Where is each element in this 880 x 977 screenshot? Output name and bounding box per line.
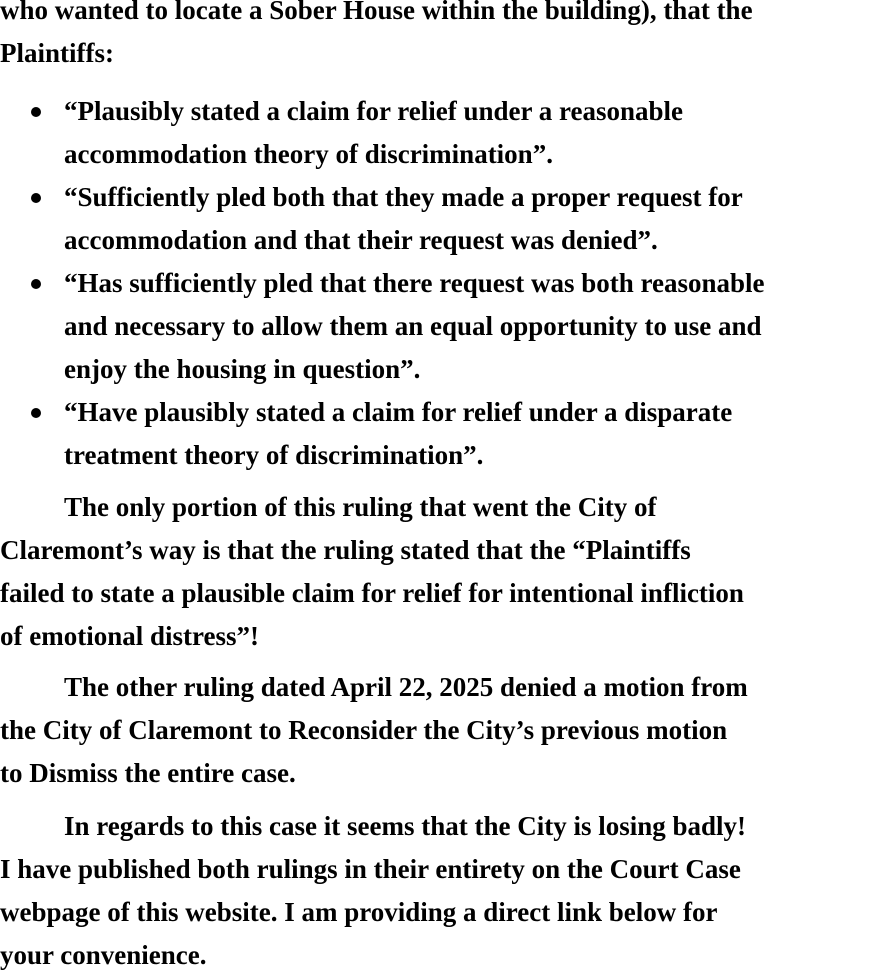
text-line: The only portion of this ruling that went the City of <box>64 492 657 522</box>
text-line: In regards to this case it seems that the City is losing badly! <box>64 811 747 841</box>
list-item <box>0 90 765 176</box>
text-line: accommodation and that their request was denied”. <box>64 225 658 255</box>
text-line: The other ruling dated April 22, 2025 denied a motion from <box>64 672 748 702</box>
conclusion-paragraph <box>0 805 746 977</box>
text-line: failed to state a plausible claim for relief for intentional infliction <box>0 578 744 608</box>
text-line: “Has sufficiently pled that there request was both reasonable <box>64 268 765 298</box>
text-line: who wanted to locate a Sober House within the building), that the <box>0 0 753 25</box>
text-line: the City of Claremont to Reconsider the City’s previous motion <box>0 715 728 745</box>
text-line: to Dismiss the entire case. <box>0 758 296 788</box>
text-line: and necessary to allow them an equal opportunity to use and <box>64 311 762 341</box>
text-line: enjoy the housing in question”. <box>64 354 421 384</box>
bullet-icon <box>31 107 41 117</box>
text-line: Claremont’s way is that the ruling stated that the “Plaintiffs <box>0 535 691 565</box>
text-line: webpage of this website. I am providing a direct link below for <box>0 897 718 927</box>
bullet-icon <box>31 408 41 418</box>
text-line: “Sufficiently pled both that they made a proper request for <box>64 182 743 212</box>
list-item <box>0 391 765 477</box>
text-line: “Plausibly stated a claim for relief under a reasonable <box>64 96 683 126</box>
quoted-findings-list <box>0 90 765 477</box>
bullet-icon <box>31 193 41 203</box>
text-line: of emotional distress”! <box>0 621 259 651</box>
text-line: Plaintiffs: <box>0 38 114 68</box>
intro-paragraph <box>0 0 753 75</box>
text-line: “Have plausibly stated a claim for relief under a disparate <box>64 397 733 427</box>
text-line: your convenience. <box>0 940 207 970</box>
ruling-portion-paragraph <box>0 486 744 658</box>
list-item <box>0 262 765 391</box>
bullet-icon <box>31 279 41 289</box>
text-line: treatment theory of discrimination”. <box>64 440 484 470</box>
text-line: accommodation theory of discrimination”. <box>64 139 553 169</box>
text-line: I have published both rulings in their entirety on the Court Case <box>0 854 741 884</box>
list-item <box>0 176 765 262</box>
other-ruling-paragraph <box>0 666 748 795</box>
